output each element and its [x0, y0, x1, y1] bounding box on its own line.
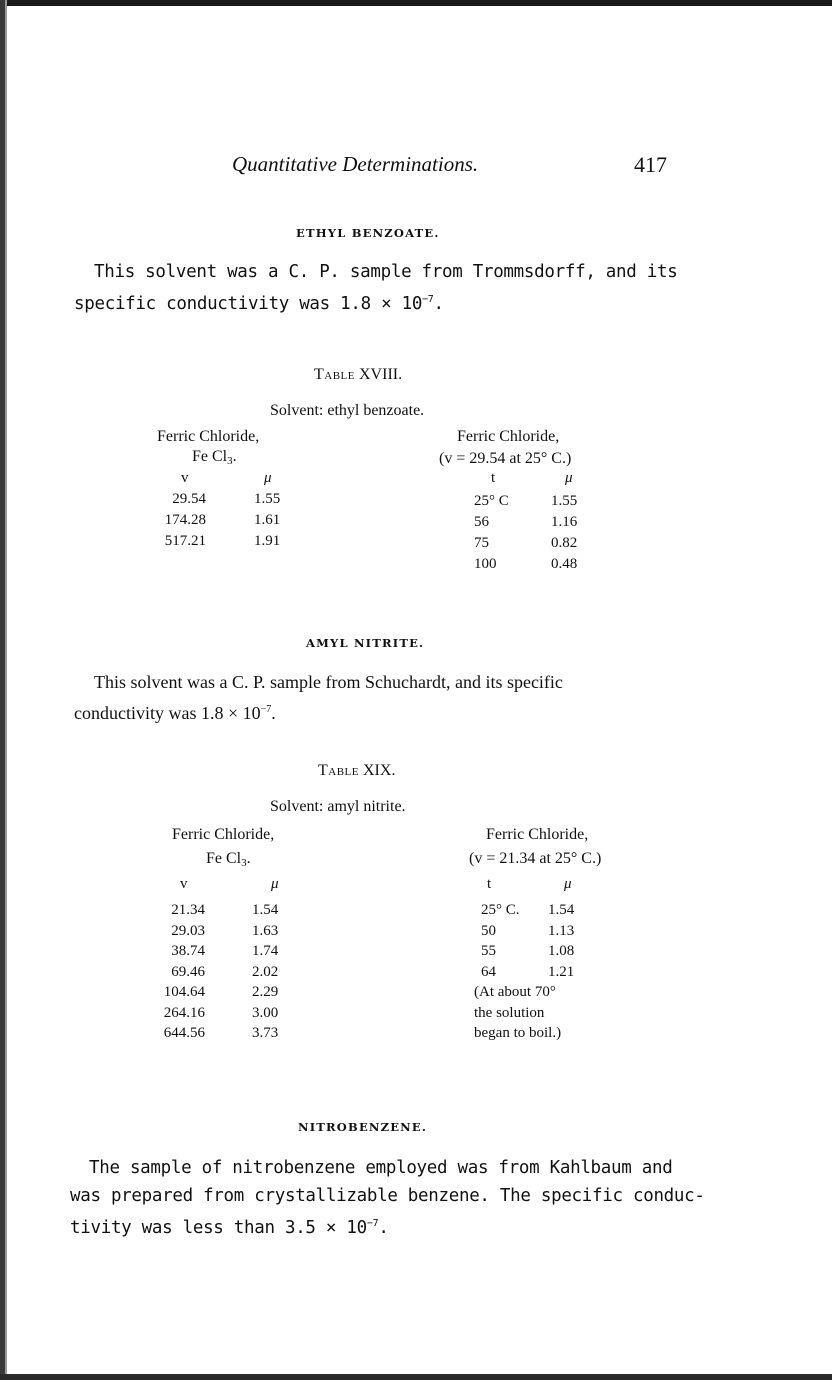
table-cell: 64 [481, 963, 496, 980]
amyl-paragraph-line-2: conductivity was $1.8 \times 10^{-7}$. [74, 703, 276, 723]
table-19-col-mu-left: μ [271, 876, 279, 892]
table-cell: 100 [474, 556, 497, 572]
table-cell: 1.91 [254, 533, 281, 549]
table-cell: 2.02 [252, 963, 279, 980]
table-19-col-v: v [180, 876, 188, 892]
table-cell: 0.82 [551, 535, 578, 551]
table-19-left-formula: Fe $Cl_3$. [206, 850, 251, 869]
table-18-left-mu-column [254, 489, 280, 552]
table-18-title: Table XVIII. [314, 366, 403, 383]
table-cell: 174.28 [164, 512, 206, 528]
nitro-paragraph-line-2: was prepared from crystallizable benzene. The specific conduc- [70, 1186, 705, 1206]
top-border [0, 0, 832, 6]
ethyl-paragraph-line-2: specific conductivity was $1.8 \times 10^{-7}$. [74, 294, 444, 314]
table-18-right-t-column [474, 491, 509, 575]
table-18-right-title: Ferric Chloride, [457, 428, 560, 445]
table-cell: 55 [481, 943, 496, 959]
table-cell: 29.54 [172, 491, 206, 507]
table-19-solvent: Solvent: amyl nitrite. [270, 798, 406, 815]
table-cell: 1.54 [548, 902, 575, 918]
table-cell: 56 [474, 514, 489, 530]
table-cell: 1.55 [254, 491, 281, 507]
table-cell: 38.74 [171, 943, 205, 959]
table-cell: 1.16 [551, 514, 578, 530]
note-line: began to boil.) [474, 1025, 562, 1041]
section-heading-amyl-nitrite: AMYL NITRITE. [306, 636, 425, 650]
note-line: (At about 70° [474, 984, 556, 1000]
table-18-right-condition: (v = 29.54 at 25° C.) [439, 450, 572, 467]
table-cell: 50 [481, 922, 496, 939]
table-cell: 0.48 [551, 556, 578, 572]
bottom-border [0, 1374, 832, 1380]
ethyl-paragraph-line-1: This solvent was a C. P. sample from Trommsdorff, and its [94, 262, 678, 282]
page-number: 417 [634, 152, 667, 177]
table-cell: 104.64 [163, 984, 205, 1000]
table-cell: 1.08 [548, 943, 575, 959]
table-cell: 21.34 [171, 902, 205, 918]
table-cell: 29.03 [171, 922, 205, 939]
table-19-boiling-note [474, 982, 561, 1044]
nitro-paragraph-line-1: The sample of nitrobenzene employed was from Kahlbaum and [89, 1158, 673, 1178]
table-18-left-title: Ferric Chloride, [157, 428, 260, 445]
table-cell: 2.29 [252, 984, 279, 1000]
table-cell: 1.74 [252, 943, 279, 959]
table-cell: 1.21 [548, 963, 575, 980]
table-18-left-v-column [150, 489, 206, 552]
table-cell: 517.21 [164, 533, 206, 549]
amyl-paragraph-line-1: This solvent was a C. P. sample from Schuchardt, and its specific [94, 672, 563, 692]
table-cell: 25° C. [481, 902, 520, 918]
table-19-left-title: Ferric Chloride, [172, 826, 275, 843]
table-cell: 3.00 [252, 1004, 279, 1021]
table-18-col-t: t [491, 470, 496, 486]
table-cell: 1.55 [551, 493, 578, 509]
table-19-col-mu-right: μ [564, 876, 572, 892]
table-19-left-v-column [147, 900, 205, 1044]
section-heading-nitrobenzene: NITROBENZENE. [298, 1120, 428, 1134]
table-cell: 25° C [474, 493, 509, 509]
running-title: Quantitative Determinations. [232, 152, 479, 176]
table-18-col-mu-left: μ [264, 470, 272, 486]
table-cell: 1.63 [252, 922, 279, 939]
table-19-right-t-column [481, 900, 520, 982]
table-cell: 1.13 [548, 922, 575, 939]
nitro-paragraph-line-3: tivity was less than $3.5 \times 10^{-7}$. [70, 1218, 389, 1238]
left-scan-edge-shadow [5, 0, 7, 1380]
table-19-right-condition: (v = 21.34 at 25° C.) [469, 850, 602, 867]
table-19-col-t: t [487, 876, 492, 892]
table-18-col-v: v [181, 470, 189, 486]
table-18-col-mu-right: μ [565, 470, 573, 486]
table-18-left-formula: Fe $Cl_3$. [192, 448, 237, 467]
section-heading-ethyl-benzoate: ETHYL BENZOATE. [296, 226, 440, 240]
table-18-solvent: Solvent: ethyl benzoate. [270, 402, 425, 419]
table-cell: 1.61 [254, 512, 281, 528]
table-cell: 69.46 [171, 963, 205, 980]
table-cell: 75 [474, 535, 489, 551]
table-cell: 264.16 [163, 1004, 205, 1021]
note-line: the solution [474, 1004, 545, 1021]
table-19-right-mu-column [548, 900, 574, 982]
table-cell: 644.56 [163, 1025, 205, 1041]
table-18-right-mu-column [551, 491, 577, 575]
table-19-left-mu-column [252, 900, 278, 1044]
table-19-title: Table XIX. [318, 762, 396, 779]
table-cell: 1.54 [252, 902, 279, 918]
table-19-right-title: Ferric Chloride, [486, 826, 589, 843]
table-cell: 3.73 [252, 1025, 279, 1041]
